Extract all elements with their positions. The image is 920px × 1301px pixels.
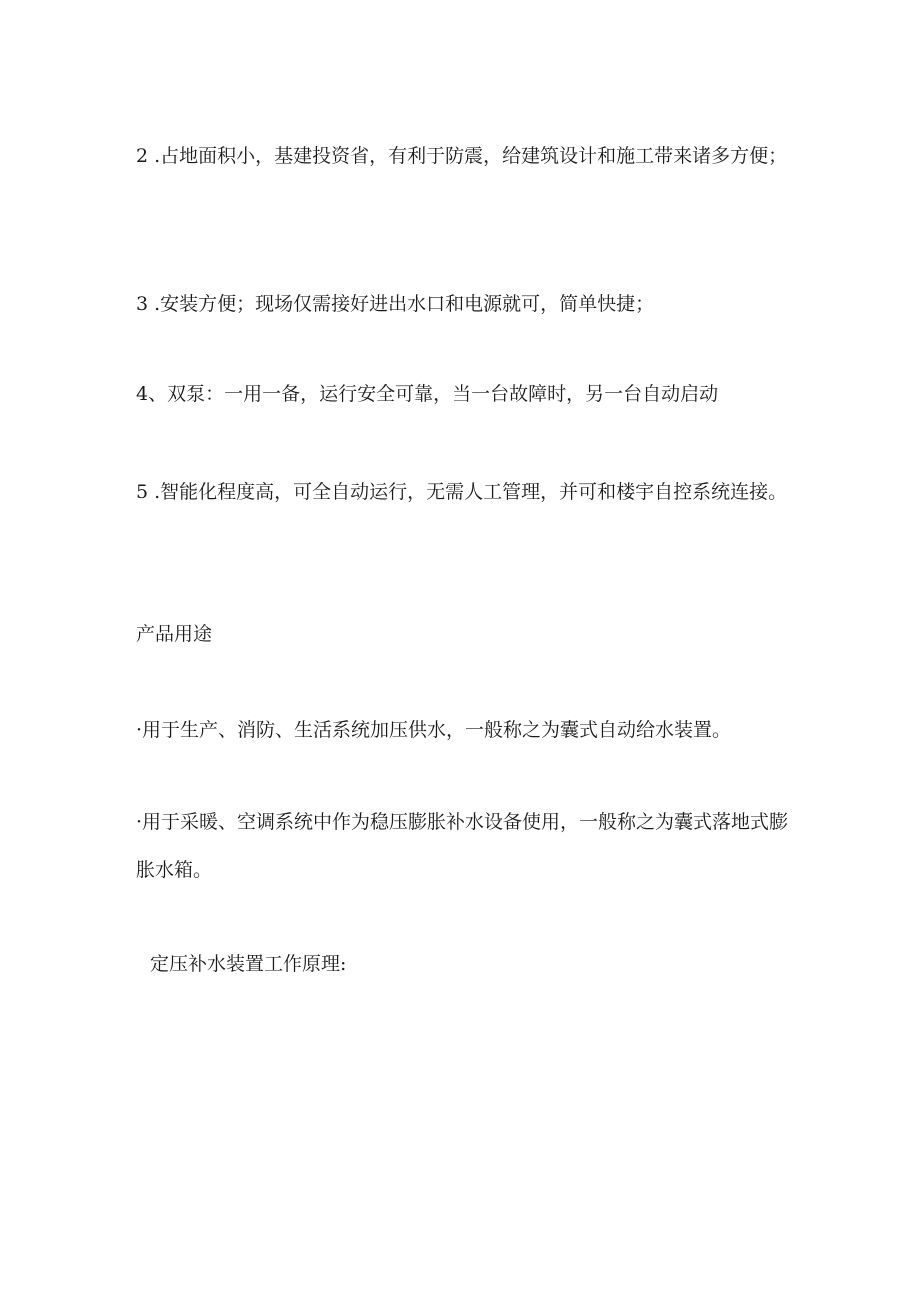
subheading-working-principle: 定压补水装置工作原理:: [150, 953, 347, 975]
paragraph-item-2: 2 .占地面积小，基建投资省，有利于防震，给建筑设计和施工带来诸多方便；: [136, 145, 788, 167]
bullet-item-1: ·用于生产、消防、生活系统加压供水，一般称之为囊式自动给水装置。: [136, 719, 732, 741]
bullet-item-2: ·用于采暖、空调系统中作为稳压膨胀补水设备使用，一般称之为囊式落地式膨胀水箱。: [136, 811, 789, 881]
paragraph-item-5: 5 .智能化程度高，可全自动运行，无需人工管理，并可和楼宇自控系统连接。: [136, 481, 788, 503]
paragraph-item-4: 4、双泵：一用一备，运行安全可靠，当一台故障时，另一台自动启动: [136, 383, 719, 405]
paragraph-item-3: 3 .安装方便；现场仅需接好进出水口和电源就可，简单快捷；: [136, 293, 655, 315]
section-heading-product-usage: 产品用途: [136, 623, 213, 645]
